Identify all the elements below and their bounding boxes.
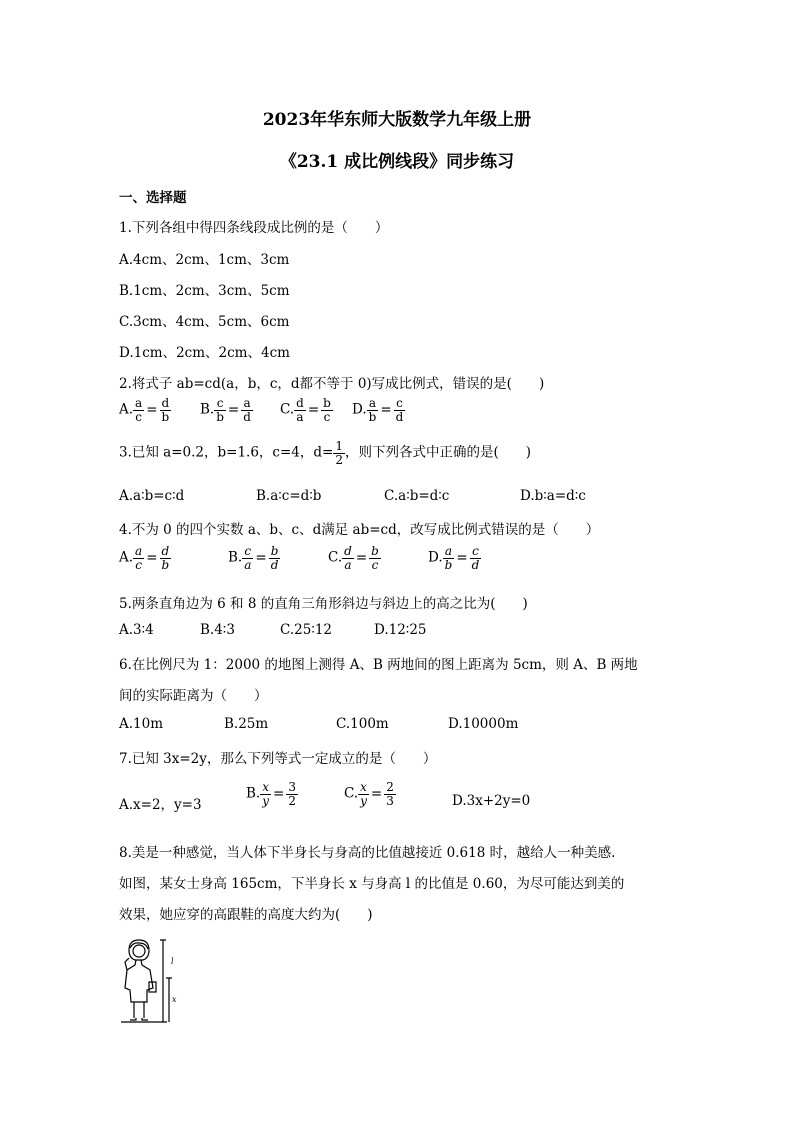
q1-option-b: B.1cm、2cm、3cm、5cm	[119, 283, 290, 299]
q6-option-d: D.10000m	[448, 716, 519, 732]
q5-option-b: B.4∶3	[200, 622, 235, 638]
q6-option-c: C.100m	[336, 716, 389, 732]
q2-option-d: D. $\frac{a}{b}$ = $\frac{c}{d}$	[352, 396, 404, 424]
q6-option-a: A.10m	[119, 716, 164, 732]
q3-option-c: C.a∶b=d∶c	[384, 488, 450, 504]
q4-option-b: B. $\frac{c}{a}$ = $\frac{b}{d}$	[228, 544, 279, 572]
q6-stem-line1: 6.在比例尺为 1：2000 的地图上测得 A、B 两地间的图上距离为 5cm，则 A、B 两地	[119, 657, 638, 673]
q6-option-b: B.25m	[224, 716, 269, 732]
q1-option-d: D.1cm、2cm、2cm、4cm	[119, 345, 290, 361]
q1-option-c: C.3cm、4cm、5cm、6cm	[119, 314, 290, 330]
q7-stem: 7.已知 3x=2y，那么下列等式一定成立的是（ ）	[119, 751, 437, 767]
woman-illustration	[119, 938, 181, 1024]
q8-stem-line2: 如图，某女士身高 165cm，下半身长 x 与身高 l 的比值是 0.60，为尽可能达到美的	[119, 876, 625, 892]
q2-option-c: C. $\frac{d}{a}$ = $\frac{b}{c}$	[280, 396, 331, 424]
q8-stem-line3: 效果，她应穿的高跟鞋的高度大约为( )	[119, 907, 373, 923]
q2-stem: 2.将式子 ab=cd(a，b，c，d都不等于 0)写成比例式，错误的是( )	[119, 376, 545, 392]
q4-option-c: C. $\frac{d}{a}$ = $\frac{b}{c}$	[328, 544, 379, 572]
q1-option-a: A.4cm、2cm、1cm、3cm	[119, 252, 290, 268]
q3-stem: 3.已知 a=0.2，b=1.6，c=4，d= $\frac{1}{2}$ ，则下列各式中正确的是( )	[119, 439, 532, 467]
q2-option-b: B. $\frac{c}{b}$ = $\frac{a}{d}$	[200, 396, 251, 424]
section-heading: 一、选择题	[119, 190, 187, 206]
q5-option-a: A.3∶4	[119, 622, 154, 638]
doc-title: 2023年华东师大版数学九年级上册	[262, 110, 532, 130]
q2-option-a: A. $\frac{a}{c}$ = $\frac{d}{b}$	[119, 396, 170, 424]
q4-option-d: D. $\frac{a}{b}$ = $\frac{c}{d}$	[428, 544, 480, 572]
q7-option-a: A.x=2，y=3	[119, 797, 202, 813]
q3-option-d: D.b∶a=d∶c	[520, 488, 586, 504]
woman-height-figure	[119, 938, 181, 1028]
q7-option-d: D.3x+2y=0	[452, 793, 531, 809]
q5-option-d: D.12∶25	[374, 622, 427, 638]
q7-option-c: C. $\frac{x}{y}$ = $\frac{2}{3}$	[344, 780, 394, 808]
q4-stem: 4.不为 0 的四个实数 a、b、c、d满足 ab=cd，改写成比例式错误的是（ ）	[119, 522, 600, 538]
q6-stem-line2: 间的实际距离为（ ）	[119, 688, 268, 704]
q1-stem: 1.下列各组中得四条线段成比例的是（ ）	[119, 220, 389, 236]
q8-stem-line1: 8.美是一种感觉，当人体下半身长与身高的比值越接近 0.618 时，越给人一种美感.	[119, 845, 616, 861]
figure-label-l: l	[171, 957, 174, 966]
q4-option-a: A. $\frac{a}{c}$ = $\frac{d}{b}$	[119, 544, 170, 572]
q5-stem: 5.两条直角边为 6 和 8 的直角三角形斜边与斜边上的高之比为( )	[119, 596, 528, 612]
figure-label-x: x	[172, 995, 177, 1004]
q3-option-b: B.a∶c=d∶b	[256, 488, 322, 504]
q7-option-b: B. $\frac{x}{y}$ = $\frac{3}{2}$	[246, 780, 296, 808]
q3-option-a: A.a∶b=c∶d	[119, 488, 185, 504]
doc-subtitle: 《23.1 成比例线段》同步练习	[279, 152, 515, 172]
q5-option-c: C.25∶12	[280, 622, 333, 638]
